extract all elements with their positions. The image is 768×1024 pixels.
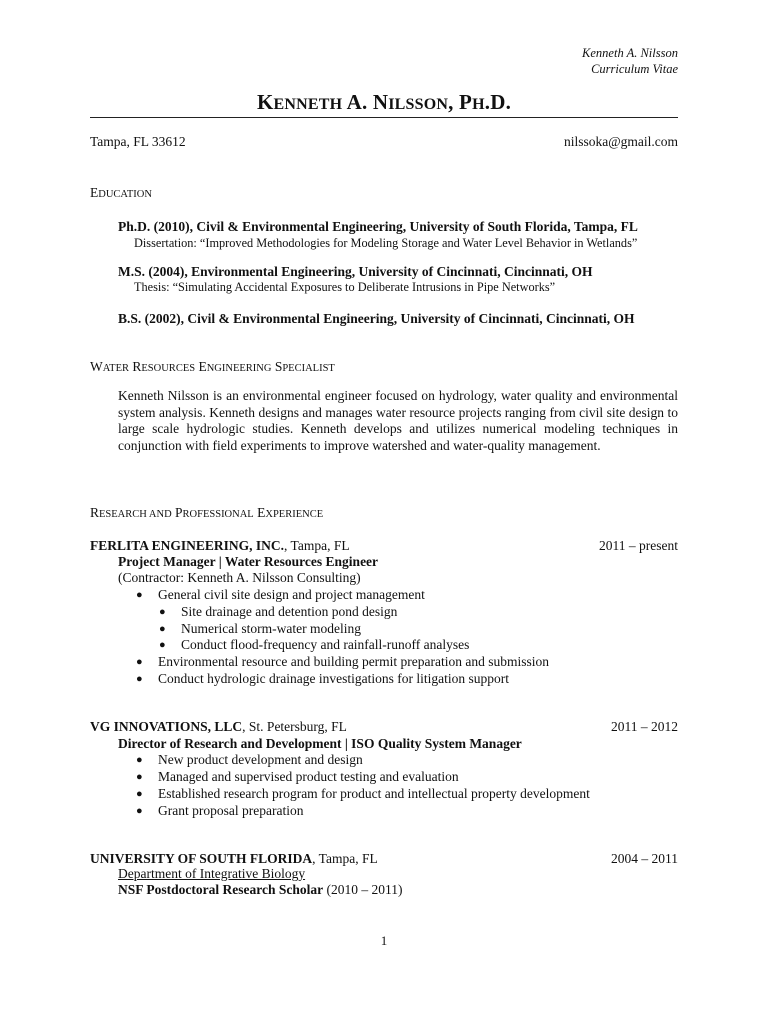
job-dates-ferlita: 2011 – present	[599, 538, 678, 553]
email-link[interactable]: nilssoka@gmail.com	[563, 134, 678, 149]
list-item: ● New product development and design	[136, 752, 363, 767]
list-item: ● General civil site design and project management	[136, 587, 425, 602]
list-item: ● Numerical storm-water modeling	[159, 621, 361, 636]
page-number: 1	[380, 933, 388, 948]
job-org-vg: VG INNOVATIONS, LLC, St. Petersburg, FL	[90, 719, 347, 734]
bullet-icon: ●	[136, 788, 143, 800]
list-item: ● Conduct hydrologic drainage investigations for litigation support	[136, 671, 509, 686]
bullet-icon: ●	[136, 771, 143, 783]
bullet-icon: ●	[159, 623, 166, 635]
running-header-title: Curriculum Vitae	[591, 62, 678, 76]
bullet-icon: ●	[136, 656, 143, 668]
education-degree-ms: M.S. (2004), Environmental Engineering, University of Cincinnati, Cincinnati, OH	[118, 264, 593, 279]
list-item: ● Site drainage and detention pond design	[159, 604, 398, 619]
job-department-usf: Department of Integrative Biology	[118, 866, 306, 881]
section-title-education: EDUCATION	[90, 185, 152, 200]
job-org-ferlita: FERLITA ENGINEERING, INC., Tampa, FL	[90, 538, 350, 553]
page-title: KENNETH A. NILSSON, PH.D.	[256, 90, 512, 114]
education-dissertation: Dissertation: “Improved Methodologies for Modeling Storage and Water Level Behavior in Wetlands”	[134, 236, 638, 250]
job-role-ferlita: Project Manager | Water Resources Engineer	[118, 554, 379, 569]
bullet-icon: ●	[159, 639, 166, 651]
professional-summary: Kenneth Nilsson is an environmental engineer focused on hydrology, water quality and environmental system analysis. Kenneth designs and manages water resource projects ranging from civil site design to large scale hydrologic studies. Kenneth develops and utilizes numerical modeling techniques in conjunction with field experiments to improve watershed and water-quality management.	[118, 388, 678, 453]
list-item: ● Conduct flood-frequency and rainfall-runoff analyses	[159, 637, 470, 652]
list-item: ● Managed and supervised product testing and evaluation	[136, 769, 459, 784]
running-header-name: Kenneth A. Nilsson	[582, 46, 678, 60]
job-dates-vg: 2011 – 2012	[611, 719, 678, 734]
job-dates-usf: 2004 – 2011	[611, 851, 678, 866]
bullet-icon: ●	[136, 754, 143, 766]
education-degree-bs: B.S. (2002), Civil & Environmental Engineering, University of Cincinnati, Cincinnati, OH	[118, 311, 635, 326]
section-title-experience: RESEARCH AND PROFESSIONAL EXPERIENCE	[90, 505, 324, 520]
job-role-vg: Director of Research and Development | ISO Quality System Manager	[118, 736, 522, 751]
job-role-usf: NSF Postdoctoral Research Scholar (2010 – 2011)	[118, 882, 403, 897]
section-title-specialist: WATER RESOURCES ENGINEERING SPECIALIST	[90, 359, 335, 374]
bullet-icon: ●	[159, 606, 166, 618]
location: Tampa, FL 33612	[90, 134, 186, 149]
bullet-icon: ●	[136, 805, 143, 817]
education-degree-phd: Ph.D. (2010), Civil & Environmental Engineering, University of South Florida, Tampa, FL	[118, 219, 638, 234]
list-item: ● Environmental resource and building permit preparation and submission	[136, 654, 550, 669]
list-item: ● Grant proposal preparation	[136, 803, 304, 818]
job-org-usf: UNIVERSITY OF SOUTH FLORIDA, Tampa, FL	[90, 851, 378, 866]
job-note-ferlita: (Contractor: Kenneth A. Nilsson Consulting)	[118, 570, 361, 585]
bullet-icon: ●	[136, 589, 143, 601]
bullet-icon: ●	[136, 673, 143, 685]
list-item: ● Established research program for product and intellectual property development	[136, 786, 590, 801]
header-divider	[90, 117, 678, 118]
education-thesis: Thesis: “Simulating Accidental Exposures to Deliberate Intrusions in Pipe Networks”	[134, 280, 556, 294]
